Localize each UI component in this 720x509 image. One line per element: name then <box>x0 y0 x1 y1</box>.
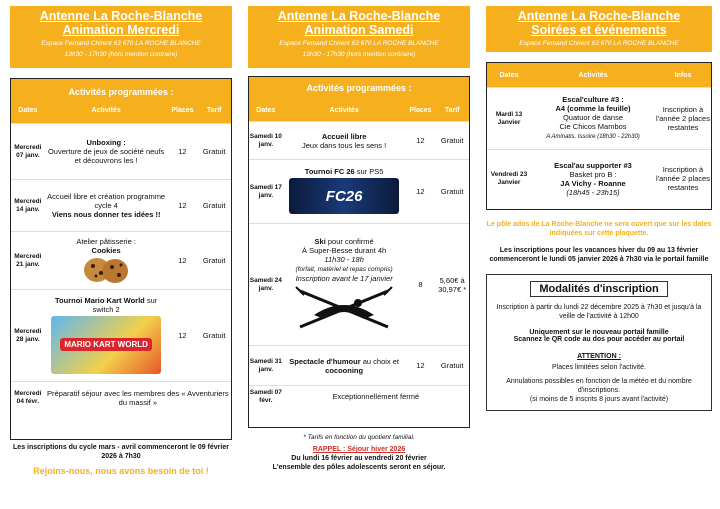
table-row <box>249 121 469 159</box>
row-places: 12 <box>416 361 425 370</box>
activity-hours: 11h30 - 18h <box>324 254 364 264</box>
row-info: Inscription à l'année 2 places restantes <box>656 165 710 192</box>
header-tarif: Tarif <box>206 107 222 114</box>
row-activity <box>45 138 168 165</box>
row-date: Mercredi 21 janv. <box>14 252 42 268</box>
column-soirees <box>486 6 712 411</box>
activity-hours: (18h45 - 23h15) <box>566 187 620 197</box>
row-date: Mercredi 14 janv. <box>14 197 42 213</box>
header-activites: Activités <box>91 107 121 114</box>
row-places: 12 <box>178 201 187 210</box>
activity-title: Tournoi FC 26 <box>304 167 355 176</box>
mario-kart-image: MARIO KART WORLD <box>51 316 161 374</box>
subtitle: Soirées et événements <box>531 23 667 37</box>
row-tarif: Gratuit <box>202 147 226 156</box>
activity-title: Cookies <box>91 246 121 255</box>
activity-desc: Ouverture de jeux de société neufs et découvrons les ! <box>47 147 165 165</box>
activity-place: A Aminatis, Issoire (18h30 - 22h30) <box>546 134 640 140</box>
address: Espace Fernand Chirent 63 670 LA ROCHE BLANCHE <box>279 40 439 47</box>
cookie-image <box>81 256 131 284</box>
row-date: Mardi 13 Janvier <box>495 110 523 126</box>
attention-places: Places limitées selon l'activité. <box>552 364 646 371</box>
row-tarif: Gratuit <box>440 361 464 370</box>
row-date: Vendredi 23 Janvier <box>490 170 528 186</box>
row-activity <box>45 237 168 284</box>
activity-desc: au choix et <box>362 356 400 366</box>
row-tarif: Gratuit <box>440 136 464 145</box>
row-activity: Préparatif séjour avec les membres des « Avventuriers du massif » <box>47 388 229 407</box>
address: Espace Fernand Chirent 63 670 LA ROCHE BLANCHE <box>41 40 201 47</box>
row-activity: Exceptionnellement fermé <box>332 392 420 401</box>
activity-match: JA Vichy - Roanne <box>560 178 626 188</box>
row-places: 12 <box>416 187 425 196</box>
column-headers <box>249 99 469 121</box>
activity-place: À Super-Besse durant 4h <box>302 245 387 255</box>
title: Antenne La Roche-Blanche <box>517 9 681 23</box>
footer-inscriptions: Les inscriptions du cycle mars - avril commenceront le 09 février 2026 à 7h30 <box>13 444 229 460</box>
table-row <box>249 385 469 407</box>
activity-included: (forfait, matériel et repas compris) <box>295 265 393 273</box>
column-headers <box>487 63 711 87</box>
table-row <box>249 345 469 385</box>
row-places: 12 <box>416 136 425 145</box>
table-row <box>487 149 711 207</box>
activity-title: Ski <box>314 236 326 246</box>
row-tarif: Gratuit <box>440 187 464 196</box>
activity-title: Tournoi Mario Kart World <box>55 295 145 305</box>
activity-desc: Basket pro B : <box>569 169 617 179</box>
table-row <box>11 289 231 381</box>
header-activites: Activités <box>578 71 608 79</box>
row-activity <box>283 357 406 375</box>
row-date: Samedi 10 janv. <box>249 132 282 148</box>
modalites-box <box>486 274 712 411</box>
header-places: Places <box>409 106 432 114</box>
activity-title: Escal'au supporter #3 <box>554 160 632 170</box>
title: Antenne La Roche-Blanche <box>277 9 441 23</box>
rappel-dates: Du lundi 16 février au vendredi 20 février <box>291 455 427 462</box>
row-activity <box>283 167 406 216</box>
row-date: Samedi 31 janv. <box>249 357 282 373</box>
header-dates: Dates <box>18 107 38 114</box>
activity-title: Accueil libre <box>321 131 367 141</box>
row-places: 12 <box>178 147 187 156</box>
rappel-title: RAPPEL : Séjour hiver 2026 <box>312 446 406 453</box>
modalites-portail: Uniquement sur le nouveau portail famille <box>529 329 669 336</box>
attention-title: ATTENTION : <box>577 353 621 360</box>
row-date: Samedi 07 févr. <box>249 388 282 404</box>
activity-company: Cie Chicos Mambos <box>559 122 627 131</box>
header-samedi <box>248 6 470 68</box>
row-info: Inscription à l'année 2 places restantes <box>656 105 710 132</box>
table-soirees <box>486 62 712 210</box>
activity-desc: Atelier pâtisserie : <box>76 237 136 246</box>
activity-deadline: Inscription avant le 17 janvier <box>295 273 393 283</box>
activity-desc: Quatuor de danse <box>562 113 624 122</box>
activity-subtitle: A4 (comme la feuille) <box>555 104 631 113</box>
footer-rejoins: Rejoins-nous, nous avons besoin de toi ! <box>33 466 209 476</box>
table-title: Activités programmées : <box>11 79 231 105</box>
header-activites: Activités <box>329 106 359 114</box>
row-tarif: 5,60€ à 30,97€ * <box>438 275 467 294</box>
column-mercredi <box>10 6 232 476</box>
row-date: Samedi 24 janv. <box>249 276 282 292</box>
header-soirees <box>486 6 712 52</box>
table-row <box>11 123 231 179</box>
activity-title: Unboxing : <box>86 138 126 147</box>
row-places: 12 <box>178 256 187 265</box>
ski-icon <box>294 285 394 333</box>
activity-title: Viens nous donner tes idées !! <box>51 210 161 219</box>
activity-desc: pour confirmé <box>327 236 374 246</box>
row-activity <box>531 95 655 142</box>
row-tarif: Gratuit <box>202 331 226 340</box>
row-tarif: Gratuit <box>202 201 226 210</box>
tarif-note: * Tarifs en fonction du quotient familial. <box>303 434 415 441</box>
header-dates: Dates <box>256 106 276 114</box>
row-places: 8 <box>418 280 423 289</box>
activity-desc: sur PS5 <box>356 167 384 176</box>
row-activity <box>45 192 168 219</box>
table-mercredi <box>10 78 232 440</box>
notice-inscriptions: Les inscriptions pour les vacances hiver du 09 au 13 février commenceront le lundi 05 janvier 2026 à 7h30 via le portail famille <box>489 247 709 263</box>
header-mercredi <box>10 6 232 68</box>
row-tarif: Gratuit <box>202 256 226 265</box>
notice-open-dates: Le pôle ados de La Roche-Blanche ne sera ouvert que sur les dates indiquées sur cette plaquette. <box>486 221 712 237</box>
table-row <box>11 179 231 231</box>
activity-desc: sur switch 2 <box>92 295 158 314</box>
hours: 13h30 - 17h30 (hors mention contraire) <box>302 51 416 58</box>
attention-condition: (si moins de 5 inscrits 8 jours avant l'activité) <box>529 396 669 403</box>
column-headers <box>11 105 231 123</box>
modalites-dates: Inscription à partir du lundi 22 décembre 2025 à 7h30 et jusqu'à la veille de l'activité à 12h00 <box>496 304 702 320</box>
row-date: Samedi 17 janv. <box>249 183 282 199</box>
fc26-image: FC26 <box>289 178 399 214</box>
row-date: Mercredi 04 févr. <box>14 389 42 405</box>
column-samedi <box>248 6 470 472</box>
row-date: Mercredi 28 janv. <box>14 327 42 343</box>
row-activity <box>531 161 655 197</box>
modalites-qr: Scannez le QR code au dos pour accéder au portail <box>513 336 685 343</box>
activity-title-2: cocooning <box>325 365 364 375</box>
row-date: Mercredi 07 janv. <box>14 143 42 159</box>
activity-title: Spectacle d'humour <box>289 356 361 366</box>
activity-desc: Accueil libre et création programme cycle 4 <box>47 192 166 210</box>
table-row <box>249 159 469 223</box>
table-row <box>249 223 469 345</box>
header-places: Places <box>171 107 194 114</box>
header-dates: Dates <box>499 71 519 79</box>
row-places: 12 <box>178 331 187 340</box>
table-row <box>487 87 711 149</box>
table-samedi <box>248 76 470 428</box>
row-activity <box>283 132 406 150</box>
attention-annulations: Annulations possibles en fonction de la météo et du nombre d'inscriptions. <box>506 378 692 394</box>
activity-title: Escal'culture #3 : <box>562 95 624 104</box>
row-activity <box>283 237 406 333</box>
subtitle: Animation Samedi <box>304 23 414 37</box>
title: Antenne La Roche-Blanche <box>39 9 203 23</box>
address: Espace Fernand Chirent 63 670 LA ROCHE BLANCHE <box>519 40 679 47</box>
modalites-title: Modalités d'inscription <box>530 281 667 297</box>
row-activity <box>45 296 168 376</box>
hours: 13h30 - 17h30 (hors mention contraire) <box>64 51 178 58</box>
table-row <box>11 231 231 289</box>
header-tarif: Tarif <box>444 106 460 114</box>
table-row <box>11 381 231 413</box>
subtitle: Animation Mercredi <box>62 23 180 37</box>
table-title: Activités programmées : <box>249 77 469 99</box>
activity-desc: Jeux dans tous les sens ! <box>302 140 387 150</box>
header-infos: Infos <box>674 71 692 79</box>
rappel-text: L'ensemble des pôles adolescents seront en séjour. <box>272 464 446 471</box>
